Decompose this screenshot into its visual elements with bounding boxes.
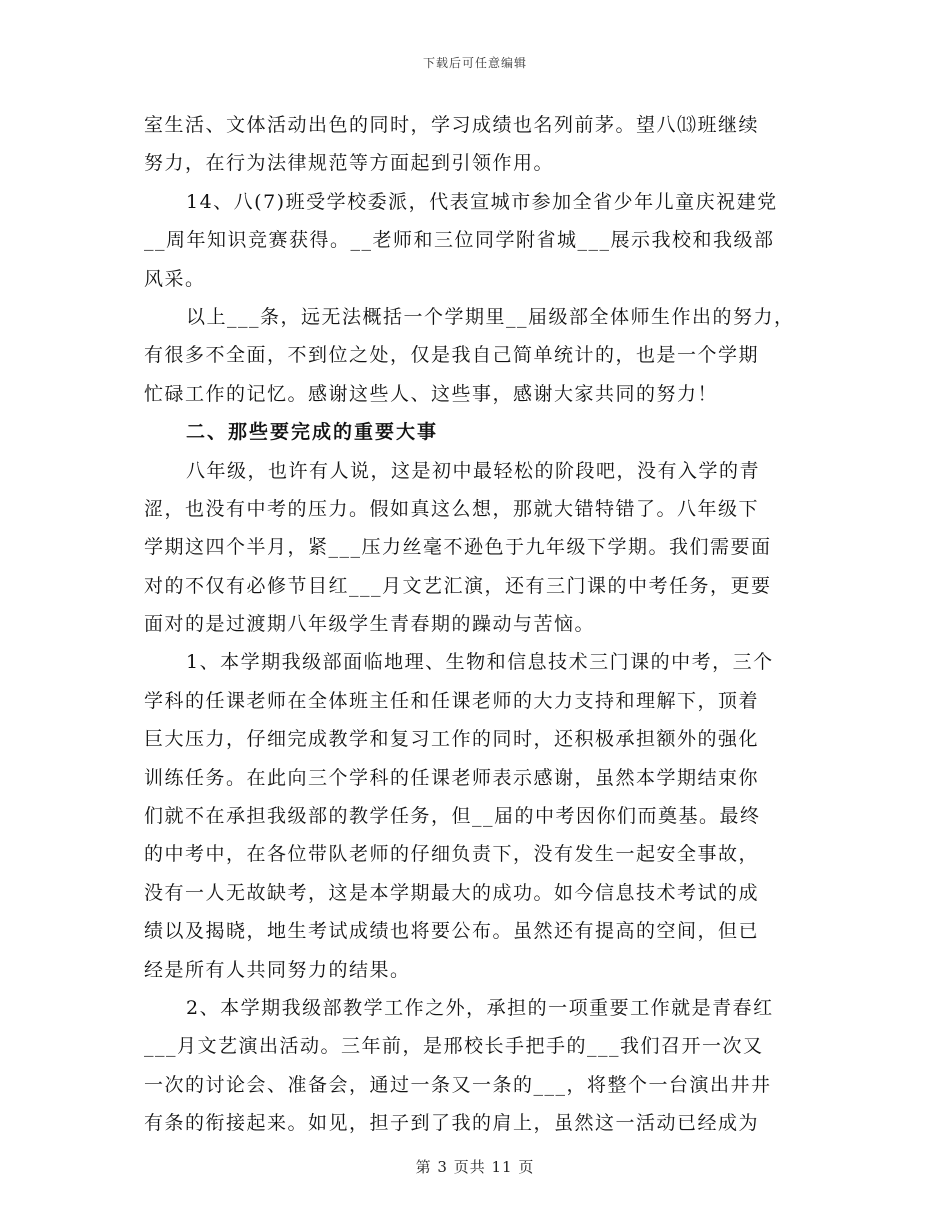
text-line: 的中考中，在各位带队老师的仔细负责下，没有发生一起安全事故， [144, 843, 760, 866]
document-body [144, 106, 824, 1143]
paragraph-start: 2、本学期我级部教学工作之外，承担的一项重要工作就是青春红 [186, 996, 774, 1019]
text-line: 面对的是过渡期八年级学生青春期的躁动与苦恼。 [144, 613, 596, 636]
text-line: 经是所有人共同努力的结果。 [144, 958, 411, 981]
paragraph-start: 八年级，也许有人说，这是初中最轻松的阶段吧，没有入学的青 [186, 459, 761, 482]
text-line: 绩以及揭晓，地生考试成绩也将要公布。虽然还有提高的空间，但已 [144, 920, 760, 943]
page-number: 第 3 页共 11 页 [415, 1158, 535, 1176]
text-line: 没有一人无故缺考，这是本学期最大的成功。如今信息技术考试的成 [144, 881, 760, 904]
text-line: 努力，在行为法律规范等方面起到引领作用。 [144, 152, 555, 175]
paragraph-start: 1、本学期我级部面临地理、生物和信息技术三门课的中考，三个 [186, 651, 774, 674]
section-heading: 二、那些要完成的重要大事 [186, 421, 439, 444]
text-line: 有很多不全面，不到位之处，仅是我自己简单统计的，也是一个学期 [144, 344, 760, 367]
text-line: 学科的任课老师在全体班主任和任课老师的大力支持和理解下，顶着 [144, 689, 760, 712]
paragraph-start: 以上___条，远无法概括一个学期里__届级部全体师生作出的努力， [186, 305, 795, 328]
page-header: 下载后可任意编辑 [422, 56, 527, 70]
text-line: 训练任务。在此向三个学科的任课老师表示感谢，虽然本学期结束你 [144, 766, 760, 789]
text-line: 们就不在承担我级部的教学任务，但__届的中考因你们而奠基。最终 [144, 805, 761, 828]
text-line: 学期这四个半月，紧___压力丝毫不逊色于九年级下学期。我们需要面 [144, 536, 772, 559]
text-line: 一次的讨论会、准备会，通过一条又一条的___，将整个一台演出井井 [144, 1073, 772, 1096]
text-line: __周年知识竞赛获得。__老师和三位同学附省城___展示我校和我级部 [144, 229, 775, 252]
text-line: 室生活、文体活动出色的同时，学习成绩也名列前茅。望八⒀班继续 [144, 114, 760, 136]
text-line: 对的不仅有必修节目红___月文艺汇演，还有三门课的中考任务，更要 [144, 574, 772, 597]
text-line: 有条的衔接起来。如见，担子到了我的肩上，虽然这一活动已经成为 [144, 1112, 760, 1135]
text-line: 涩，也没有中考的压力。假如真这么想，那就大错特错了。八年级下 [144, 497, 760, 520]
text-line: 忙碌工作的记忆。感谢这些人、这些事，感谢大家共同的努力！ [144, 382, 719, 405]
text-line: 风采。 [144, 267, 206, 290]
text-line: 巨大压力，仔细完成教学和复习工作的同时，还积极承担额外的强化 [144, 728, 760, 751]
text-line: ___月文艺演出活动。三年前，是邢校长手把手的___我们召开一次又 [144, 1035, 764, 1058]
paragraph-start: 14、八(7)班受学校委派，代表宣城市参加全省少年儿童庆祝建党 [186, 190, 778, 213]
